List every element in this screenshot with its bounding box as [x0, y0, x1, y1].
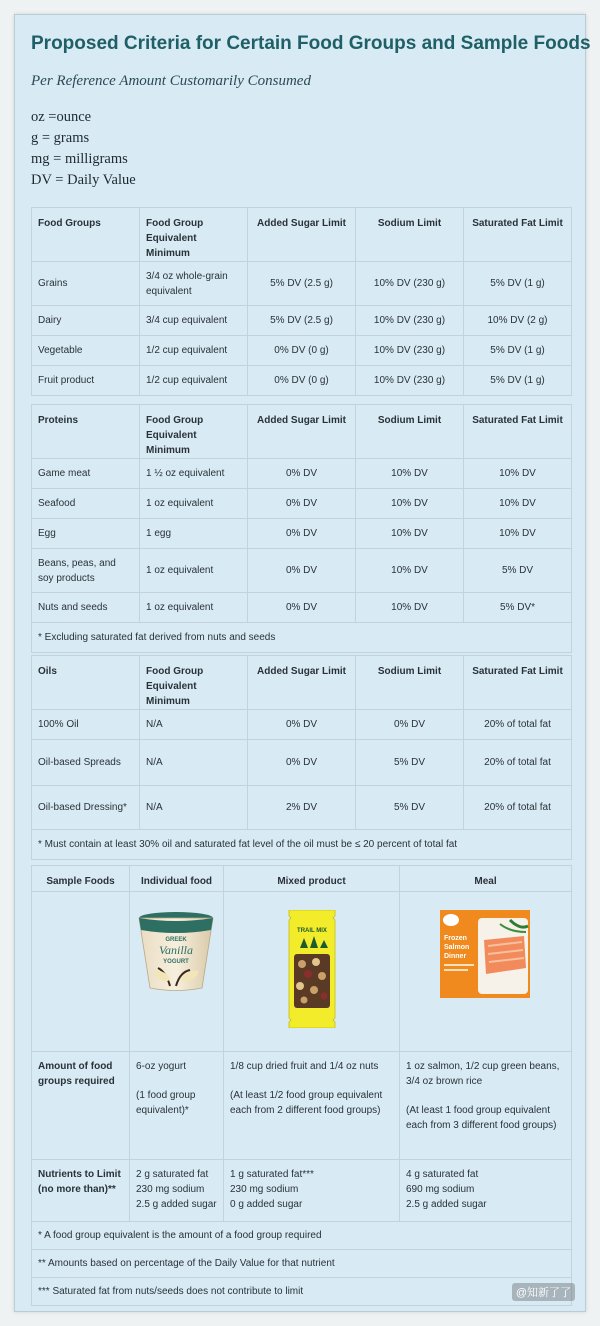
- cell: [130, 1052, 224, 1160]
- nutrient-line: 0 g added sugar: [230, 1199, 303, 1210]
- col-header-mixed-product: Mixed product: [224, 866, 400, 892]
- yogurt-label-yogurt: YOGURT: [163, 959, 189, 965]
- col-header-added-sugar: Added Sugar Limit: [248, 656, 356, 710]
- cell: Grains: [32, 262, 140, 306]
- nutrient-line: 4 g saturated fat: [406, 1169, 479, 1180]
- cell: 0% DV: [248, 740, 356, 786]
- cell: 0% DV (0 g): [248, 366, 356, 396]
- col-header-proteins: Proteins: [32, 405, 140, 459]
- table-row: [32, 489, 572, 519]
- col-header-food-groups: Food Groups: [32, 208, 140, 262]
- cell: 10% DV: [464, 459, 572, 489]
- col-header-saturated-fat: Saturated Fat Limit: [464, 656, 572, 710]
- table-row: [32, 366, 572, 396]
- cell: 0% DV: [248, 710, 356, 740]
- cell: Vegetable: [32, 336, 140, 366]
- cell: Beans, peas, and soy products: [32, 549, 140, 593]
- table-row: [32, 710, 572, 740]
- cell: 10% DV: [356, 489, 464, 519]
- cell: 0% DV (0 g): [248, 336, 356, 366]
- legend-item: mg = milligrams: [31, 151, 128, 167]
- table-row: [32, 336, 572, 366]
- col-header-sodium: Sodium Limit: [356, 656, 464, 710]
- salmon-dinner-box-image: [440, 910, 530, 998]
- cell: Oil-based Dressing*: [32, 786, 140, 830]
- trailmix-image-cell: [224, 892, 400, 1052]
- cell: 2% DV: [248, 786, 356, 830]
- amount-row-label: Amount of food groups required: [32, 1052, 130, 1160]
- table-row: [32, 519, 572, 549]
- cell: 5% DV: [356, 740, 464, 786]
- yogurt-label-greek: GREEK: [165, 937, 187, 943]
- cell: 5% DV (2.5 g): [248, 306, 356, 336]
- cell: 1/2 cup equivalent: [140, 366, 248, 396]
- cell: 0% DV: [356, 710, 464, 740]
- nutrient-line: 2.5 g added sugar: [136, 1199, 217, 1210]
- yogurt-image-cell: [130, 892, 224, 1052]
- table-row: [32, 459, 572, 489]
- cell: 10% DV: [464, 519, 572, 549]
- cell: 0% DV: [248, 549, 356, 593]
- cell: Oil-based Spreads: [32, 740, 140, 786]
- cell: 10% DV: [356, 459, 464, 489]
- col-header-sodium: Sodium Limit: [356, 208, 464, 262]
- col-header-saturated-fat: Saturated Fat Limit: [464, 405, 572, 459]
- oils-table: [31, 655, 572, 860]
- cell: [400, 1160, 572, 1222]
- col-header-equivalent: Food Group Equivalent Minimum: [140, 405, 248, 459]
- dinner-image-cell: [400, 892, 572, 1052]
- legend-item: DV = Daily Value: [31, 172, 136, 188]
- cell: Seafood: [32, 489, 140, 519]
- cell: 0% DV: [248, 593, 356, 623]
- cell: 5% DV (1 g): [464, 336, 572, 366]
- cell: 5% DV (1 g): [464, 262, 572, 306]
- cell: [130, 1160, 224, 1222]
- cell: N/A: [140, 710, 248, 740]
- col-header-meal: Meal: [400, 866, 572, 892]
- cell: 10% DV (230 g): [356, 366, 464, 396]
- table-row: [32, 593, 572, 623]
- table-row: [32, 1160, 572, 1222]
- nutrient-line: 230 mg sodium: [230, 1184, 299, 1195]
- page-subtitle: Per Reference Amount Customarily Consumed: [31, 73, 311, 89]
- cell: 10% DV: [464, 489, 572, 519]
- cell: Egg: [32, 519, 140, 549]
- cell: [224, 1160, 400, 1222]
- cell: 0% DV: [248, 489, 356, 519]
- page-title: Proposed Criteria for Certain Food Groups and Sample Foods: [31, 33, 591, 54]
- cell: 3/4 cup equivalent: [140, 306, 248, 336]
- trail-mix-label: TRAIL MIX: [297, 928, 327, 934]
- legend-item: oz =ounce: [31, 109, 92, 125]
- cell: 10% DV: [356, 593, 464, 623]
- yogurt-label-vanilla: Vanilla: [158, 943, 194, 957]
- amount-main: 6-oz yogurt: [136, 1061, 187, 1072]
- cell: 10% DV: [356, 519, 464, 549]
- cell: 10% DV (230 g): [356, 262, 464, 306]
- table-row: [32, 549, 572, 593]
- cell: Fruit product: [32, 366, 140, 396]
- col-header-sample-foods: Sample Foods: [32, 866, 130, 892]
- table-row: [32, 786, 572, 830]
- amount-sub: (At least 1 food group equivalent each from 3 different food groups): [406, 1105, 557, 1131]
- col-header-oils: Oils: [32, 656, 140, 710]
- cell: 1 oz equivalent: [140, 593, 248, 623]
- amount-main: 1/8 cup dried fruit and 1/4 oz nuts: [230, 1061, 379, 1072]
- col-header-equivalent: Food Group Equivalent Minimum: [140, 208, 248, 262]
- cell: N/A: [140, 786, 248, 830]
- cell: 5% DV (1 g): [464, 366, 572, 396]
- nutrient-line: 2.5 g added sugar: [406, 1199, 487, 1210]
- cell: 5% DV: [464, 549, 572, 593]
- dinner-label-dinner: Dinner: [444, 953, 467, 960]
- image-row-label-cell: [32, 892, 130, 1052]
- cell: 1 oz equivalent: [140, 549, 248, 593]
- food-groups-table: [31, 207, 572, 396]
- abbreviation-legend: [31, 107, 136, 191]
- cell: 10% DV: [356, 549, 464, 593]
- watermark: @知新了了: [512, 1283, 575, 1301]
- cell: 10% DV (2 g): [464, 306, 572, 336]
- cell: 10% DV (230 g): [356, 336, 464, 366]
- nutrient-line: 2 g saturated fat: [136, 1169, 209, 1180]
- cell: 100% Oil: [32, 710, 140, 740]
- table-row: [32, 262, 572, 306]
- table-footnote: *** Saturated fat from nuts/seeds does not contribute to limit: [32, 1278, 572, 1306]
- cell: 5% DV (2.5 g): [248, 262, 356, 306]
- nutrient-line: 1 g saturated fat***: [230, 1169, 314, 1180]
- amount-sub: (1 food group equivalent)*: [136, 1090, 196, 1116]
- cell: 20% of total fat: [464, 786, 572, 830]
- table-row: [32, 1052, 572, 1160]
- trail-mix-bag-image: [286, 910, 338, 1028]
- cell: 1/2 cup equivalent: [140, 336, 248, 366]
- col-header-saturated-fat: Saturated Fat Limit: [464, 208, 572, 262]
- cell: 10% DV (230 g): [356, 306, 464, 336]
- cell: 5% DV: [356, 786, 464, 830]
- table-row: [32, 740, 572, 786]
- cell: [400, 1052, 572, 1160]
- cell: Dairy: [32, 306, 140, 336]
- legend-item: g = grams: [31, 130, 90, 146]
- dinner-label-salmon: Salmon: [444, 944, 470, 951]
- amount-main: 1 oz salmon, 1/2 cup green beans, 3/4 oz brown rice: [406, 1061, 560, 1087]
- cell: 0% DV: [248, 459, 356, 489]
- proteins-table: [31, 404, 572, 653]
- cell: 1 ½ oz equivalent: [140, 459, 248, 489]
- cell: 20% of total fat: [464, 710, 572, 740]
- cell: 20% of total fat: [464, 740, 572, 786]
- table-footnote: * Excluding saturated fat derived from nuts and seeds: [32, 623, 572, 653]
- cell: 3/4 oz whole-grain equivalent: [140, 262, 248, 306]
- sample-foods-table: [31, 865, 572, 1306]
- cell: 1 oz equivalent: [140, 489, 248, 519]
- col-header-sodium: Sodium Limit: [356, 405, 464, 459]
- col-header-equivalent: Food Group Equivalent Minimum: [140, 656, 248, 710]
- dinner-label-frozen: Frozen: [444, 935, 467, 942]
- cell: Nuts and seeds: [32, 593, 140, 623]
- nutrients-row-label: Nutrients to Limit (no more than)**: [32, 1160, 130, 1222]
- cell: N/A: [140, 740, 248, 786]
- yogurt-cup-image: [136, 910, 216, 992]
- nutrient-line: 230 mg sodium: [136, 1184, 205, 1195]
- cell: 5% DV*: [464, 593, 572, 623]
- col-header-added-sugar: Added Sugar Limit: [248, 208, 356, 262]
- table-footnote: * A food group equivalent is the amount of a food group required: [32, 1222, 572, 1250]
- amount-sub: (At least 1/2 food group equivalent each from 2 different food groups): [230, 1090, 383, 1116]
- table-footnote: * Must contain at least 30% oil and saturated fat level of the oil must be ≤ 20 percent of total fat: [32, 830, 572, 860]
- cell: 0% DV: [248, 519, 356, 549]
- col-header-individual-food: Individual food: [130, 866, 224, 892]
- cell: Game meat: [32, 459, 140, 489]
- table-row: [32, 306, 572, 336]
- cell: 1 egg: [140, 519, 248, 549]
- nutrient-line: 690 mg sodium: [406, 1184, 475, 1195]
- col-header-added-sugar: Added Sugar Limit: [248, 405, 356, 459]
- cell: [224, 1052, 400, 1160]
- document-card: [14, 14, 591, 1312]
- table-footnote: ** Amounts based on percentage of the Daily Value for that nutrient: [32, 1250, 572, 1278]
